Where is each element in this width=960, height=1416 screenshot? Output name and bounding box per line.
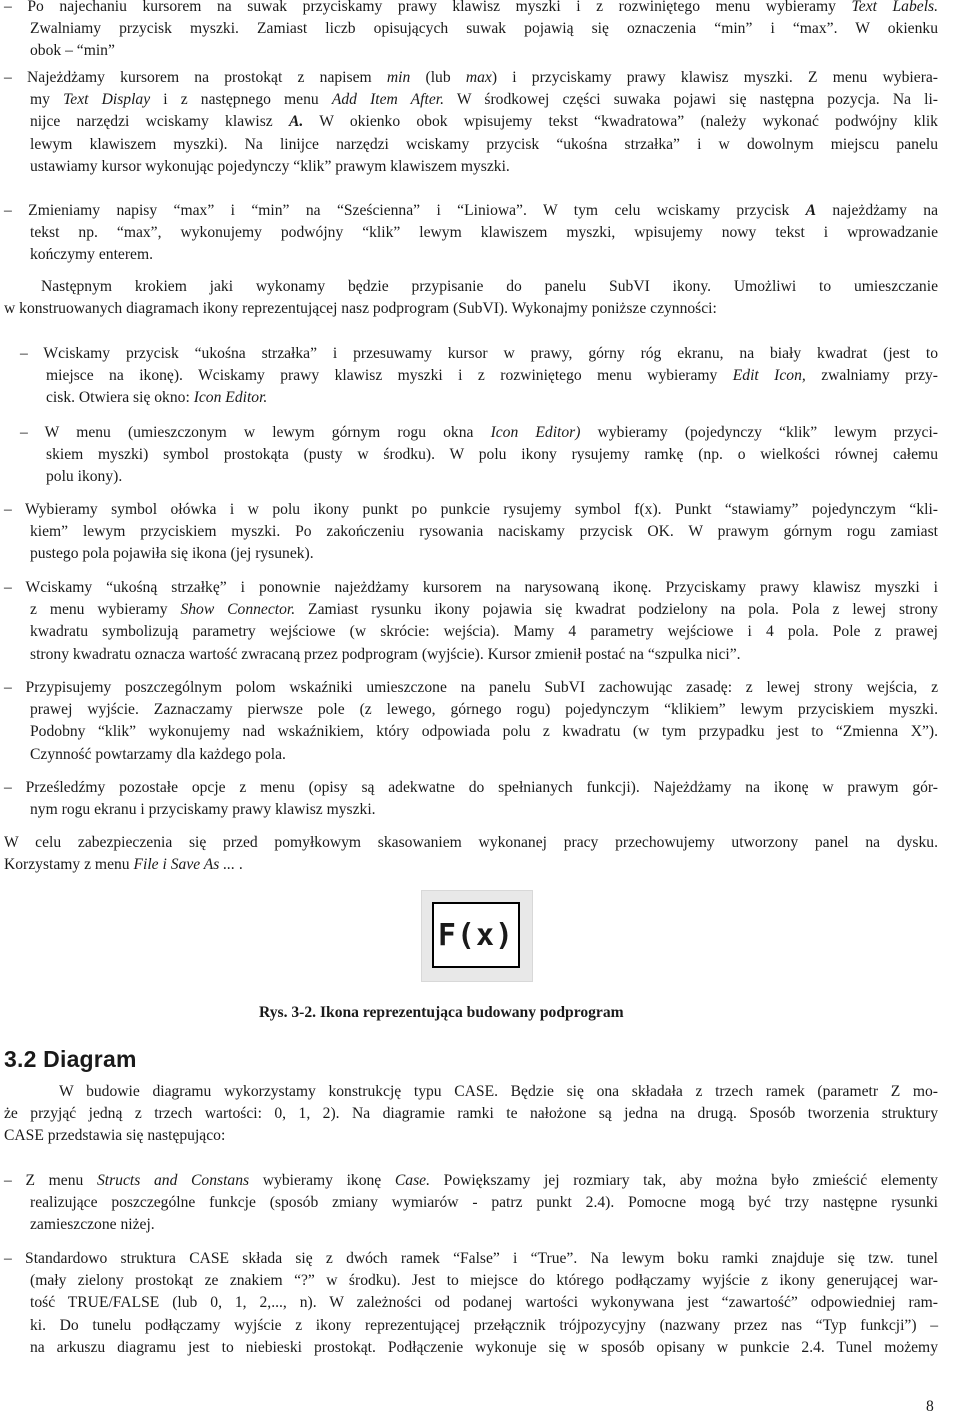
figure-caption: Rys. 3-2. Ikona reprezentująca budowany podprogram xyxy=(259,1004,624,1021)
text-line: Korzystamy z menu File i Save As ... . xyxy=(4,856,243,874)
bullet-rename-labels xyxy=(4,200,938,267)
text-line: – Wybieramy symbol ołówka i w polu ikony punkt po punkcie rysujemy symbol f(x). Punkt “stawiamy” pojedynczym “kli- xyxy=(4,501,938,518)
text-line: – Po najechaniu kursorem na suwak przyciskamy prawy klawisz myszki i z rozwiniętego menu wybieramy Text Labels. xyxy=(4,0,938,15)
text-line: my Text Display i z następnego menu Add Item After. W środkowej części suwaka pojawi się następna pozycja. Na li- xyxy=(30,91,938,109)
text-line: prawej wyjście. Zaznaczamy pierwsze pole (z lewego, górnego rogu) pojedynczym “klikiem” lewym przyciskiem myszki. xyxy=(30,701,938,719)
bullet-pencil-symbol xyxy=(4,499,938,566)
text-line: zamieszczone niżej. xyxy=(30,1216,155,1234)
text-line: nijce narzędzi wciskamy klawisz A. W okienko obok wpisujemy tekst “kwadratowa” (należy wykonać podwójny klik xyxy=(30,113,938,131)
text-line: – Standardowo struktura CASE składa się z dwóch ramek “False” i “True”. Na lewym boku ramki znajduje się tzw. tunel xyxy=(4,1250,938,1267)
text-line: – Wciskamy przycisk “ukośna strzałka” i przesuwamy kursor w prawy, górny róg ekranu, na biały kwadrat (jest to xyxy=(20,345,938,362)
paragraph-case xyxy=(4,1081,938,1148)
text-line: – Przypisujemy poszczególnym polom wskaźniki umieszczone na panelu SubVI zachowując zasadę: z lewej strony wejścia, z xyxy=(4,679,938,696)
bullet-assign-indicators xyxy=(4,677,938,766)
page-number: 8 xyxy=(926,1398,934,1415)
fx-icon-figure xyxy=(421,890,533,982)
text-line: skiem myszki) symbol prostokąta (pusty w środku). W polu ikony rysujemy ramkę (np. o wielkości równej całemu xyxy=(46,446,938,464)
bullet-case-structure xyxy=(4,1248,938,1359)
text-line: Następnym krokiem jaki wykonamy będzie przypisanie do panelu SubVI ikony. Umożliwi to umieszczanie xyxy=(41,278,938,295)
text-line: ustawiamy kursor wykonując pojedynczy “klik” prawym klawiszem myszki. xyxy=(30,157,510,175)
fx-icon xyxy=(432,902,520,968)
text-line: (mały zielony prostokąt ze znakiem “?” w środku). Jest to miejsce do którego podłączamy wyjście z ikony generującej war- xyxy=(30,1272,938,1290)
text-line: z menu wybieramy Show Connector. Zamiast rysunku ikony pojawia się kwadrat podzielony na pola. Pola z lewej strony xyxy=(30,601,938,619)
bullet-text-display xyxy=(4,67,938,178)
text-line: lewym klawiszem myszki). Na linijce narzędzi wciskamy przycisk “ukośna strzałka” i w dowolnym miejscu panelu xyxy=(30,135,938,153)
paragraph-save xyxy=(4,832,938,876)
text-line: W budowie diagramu wykorzystamy konstrukcję typu CASE. Będzie się ona składała z trzech ramek (parametr Z mo- xyxy=(59,1083,938,1100)
bullet-rectangle-symbol xyxy=(20,422,938,489)
text-line: ki. Do tunelu podłączamy wyjście z ikony reprezentującej przełącznik trójpozycyjny (nazwany przez nas “Typ funkcji”) – xyxy=(30,1316,938,1334)
text-line: realizujące poszczególne funkcje (sposób zmiany wymiarów - patrz punkt 2.4). Pomocne mogą być trzy następne rysunki xyxy=(30,1194,938,1212)
text-line: że przyjąć jedną z trzech wartości: 0, 1, 2). Na diagramie ramki te nałożone są jedna na drugą. Sposób tworzenia struktury xyxy=(4,1105,938,1123)
text-line: nym rogu ekranu i przyciskamy prawy klawisz myszki. xyxy=(30,801,376,819)
bullet-menu-options xyxy=(4,777,938,821)
bullet-edit-icon xyxy=(20,343,938,410)
text-line: polu ikony). xyxy=(46,468,123,486)
text-line: kończymy enterem. xyxy=(30,246,153,264)
text-line: kwadratu symbolizują parametry wejściowe (w skrócie: wejścia). Mamy 4 parametry wejściowe i 4 pola. Pole z prawej xyxy=(30,623,938,641)
text-line: – Wciskamy “ukośną strzałkę” i ponownie najeżdżamy kursorem na narysowaną ikonę. Przyciskamy prawy klawisz myszki i xyxy=(4,579,938,596)
fx-icon-label: F(x) xyxy=(437,917,515,953)
text-line: kiem” lewym przyciskiem myszki. Po zakończeniu rysowania naciskamy przycisk OK. W prawym górnym rogu zamiast xyxy=(30,523,938,541)
text-line: pustego pola pojawiła się ikona (jej rysunek). xyxy=(30,545,314,563)
text-line: Podobny “klik” wykonujemy nad wskaźnikiem, który odpowiada polu z kwadratu (w tym przypadku jest to “Zmienna X”). xyxy=(30,723,938,741)
text-line: – Najeżdżamy kursorem na prostokąt z napisem min (lub max) i przyciskamy prawy klawisz myszki. Z menu wybiera- xyxy=(4,69,938,86)
text-line: Zwalniamy przycisk myszki. Zamiast liczb opisujących suwak pojawią się oznaczenia “min” i “max”. W okienku xyxy=(30,20,938,38)
text-line: Czynność powtarzamy dla każdego pola. xyxy=(30,745,286,763)
bullet-text-labels xyxy=(4,0,938,63)
text-line: w konstruowanych diagramach ikony reprezentującej nasz podprogram (SubVI). Wykonajmy poniższe czynności: xyxy=(4,300,717,318)
text-line: tekst np. “max”, wykonujemy podwójny “klik” lewym klawiszem myszki, wpisujemy nowy tekst i wprowadzanie xyxy=(30,224,938,242)
bullet-case-icon xyxy=(4,1170,938,1237)
text-line: miejsce na ikonę). Wciskamy prawy klawisz myszki i z rozwiniętego menu wybieramy Edit Icon, zwalniamy przy- xyxy=(46,367,938,385)
text-line: strony kwadratu oznacza wartość zwracaną przez podprogram (wyjście). Kursor zmienił postać na “szpulka nici”. xyxy=(30,645,741,663)
text-line: – Prześledźmy pozostałe opcje z menu (opisy są adekwatne do spełnianych funkcji). Najeżdżamy na ikonę w prawym gór- xyxy=(4,779,938,796)
text-line: W celu zabezpieczenia się przed pomyłkowym skasowaniem wykonanej pracy przechowujemy utworzony panel na dysku. xyxy=(4,834,938,851)
paragraph-subvi-icon xyxy=(4,276,938,320)
text-line: na arkuszu diagramu jest to niebieski prostokąt. Podłączenie wykonuje się w sposób opisany w punkcie 2.4. Tunel możemy xyxy=(30,1338,938,1356)
text-line: tość TRUE/FALSE (lub 0, 1, 2,..., n). W zależności od podanej wartości wykonywana jest “zawartość” odpowiedniej ram- xyxy=(30,1294,938,1312)
bullet-show-connector xyxy=(4,577,938,666)
text-line: obok – “min” xyxy=(30,42,115,60)
text-line: cisk. Otwiera się okno: Icon Editor. xyxy=(46,389,268,407)
text-line: CASE przedstawia się następująco: xyxy=(4,1127,226,1145)
text-line: – Zmieniamy napisy “max” i “min” na “Sześcienna” i “Liniowa”. W tym celu wciskamy przycisk A najeżdżamy na xyxy=(4,202,938,219)
section-heading: 3.2 Diagram xyxy=(4,1046,137,1072)
text-line: – W menu (umieszczonym w lewym górnym rogu okna Icon Editor) wybieramy (pojedynczy “klik” lewym przyci- xyxy=(20,424,938,441)
text-line: – Z menu Structs and Constans wybieramy ikonę Case. Powiększamy jej rozmiary tak, aby można było zmieścić elementy xyxy=(4,1172,938,1189)
